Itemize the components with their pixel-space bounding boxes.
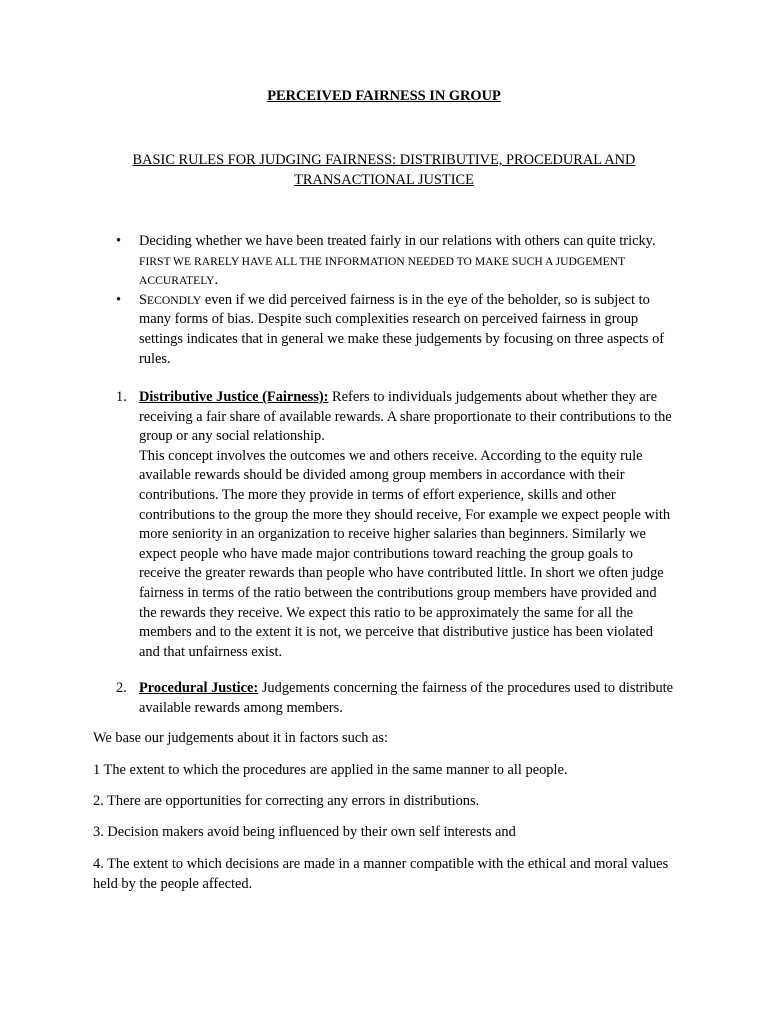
factor-item: 4. The extent to which decisions are made in a manner compatible with the ethical and moral values held by the people affected. [93, 856, 669, 892]
bullet-text-end: . [214, 272, 219, 289]
bullet-item [116, 291, 676, 369]
document-title: PERCEIVED FAIRNESS IN GROUP [267, 88, 501, 104]
numbered-item-distributive [116, 388, 676, 662]
bullet-list [116, 232, 676, 369]
bullet-initial-cap: S [139, 291, 148, 308]
document-subtitle: BASIC RULES FOR JUDGING FAIRNESS: DISTRIBUTIVE, PROCEDURAL AND TRANSACTIONAL JUSTICE [132, 152, 636, 188]
term-heading: Distributive Justice (Fairness): [139, 389, 329, 405]
bullet-smallcaps-text: FIRST WE RARELY HAVE ALL THE INFORMATION NEEDED TO MAKE SUCH A JUDGEMENT ACCURATELY [139, 254, 626, 288]
item-number: 2. [116, 680, 127, 696]
numbered-item-procedural [116, 679, 676, 718]
bullet-marker: • [116, 291, 122, 308]
item-body [116, 388, 676, 662]
item-body [116, 679, 676, 718]
term-definition: Refers to individuals judgements about whether they are receiving a fair share of available rewards. A share proportionate to their contributions to the group or any social relationship. [139, 389, 672, 445]
term-heading: Procedural Justice: [139, 680, 259, 696]
factors-intro: We base our judgements about it in factors such as: [93, 730, 388, 746]
factor-item: 2. There are opportunities for correcting any errors in distributions. [93, 793, 480, 809]
bullet-text: even if we did perceived fairness is in the eye of the beholder, so is subject to many forms of bias. Despite such complexities research on perceived fairness in group settings indicates that in general we make these judgements by focusing on three aspects of rules. [139, 291, 665, 367]
bullet-marker: • [116, 233, 122, 249]
item-number: 1. [116, 389, 127, 405]
bullet-item [116, 232, 676, 291]
bullet-smallcaps-text: ECONDLY [147, 293, 202, 307]
factor-item: 1 The extent to which the procedures are applied in the same manner to all people. [93, 762, 568, 778]
term-definition: Judgements concerning the fairness of the procedures used to distribute available rewards among members. [139, 680, 674, 716]
factor-item: 3. Decision makers avoid being influenced by their own self interests and [93, 824, 516, 840]
term-explanation: This concept involves the outcomes we and others receive. According to the equity rule available rewards should be divided among group members in accordance with their contributions. The more they provide in terms of effort experience, skills and other contributions to the group the more they should receive, For example we expect people with more seniority in an organization to receive higher salaries than beginners. Similarly we expect people who have made major contributions toward reaching the group goals to receive the greater rewards than people who have contributed little. In short we often judge fairness in terms of the ratio between the contributions group members have provided and the rewards they receive. We expect this ratio to be approximately the same for all the members and to the extent it is not, we perceive that distributive justice has been violated and that unfairness exist. [139, 447, 671, 660]
bullet-text: Deciding whether we have been treated fairly in our relations with others can quite tricky. [139, 233, 656, 249]
